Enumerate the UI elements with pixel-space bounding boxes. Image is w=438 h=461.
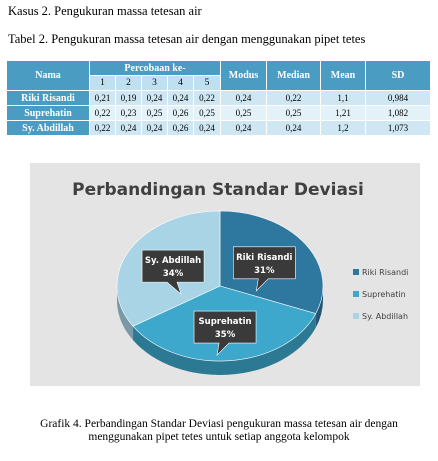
- row-name: Sy. Abdillah: [7, 121, 90, 136]
- caption-line-2: menggunakan pipet tetes untuk setiap anggota kelompok: [88, 431, 350, 443]
- figure-caption: [0, 418, 438, 444]
- mean-cell: 1,1: [321, 91, 366, 106]
- data-label-name: Riki Risandi: [236, 252, 293, 263]
- trial-number: 4: [168, 76, 194, 91]
- modus-cell: 0,24: [221, 121, 267, 136]
- legend-swatch: [353, 291, 359, 297]
- trial-cell: 0,21: [90, 91, 116, 106]
- col-header-sd: SD: [366, 61, 431, 91]
- measurement-table: [6, 60, 431, 136]
- mean-cell: 1,21: [321, 106, 366, 121]
- legend-label: Sy. Abdillah: [362, 312, 409, 321]
- col-header-median: Median: [267, 61, 321, 91]
- legend-swatch: [353, 269, 359, 275]
- trial-cell: 0,22: [90, 106, 116, 121]
- trial-cell: 0,19: [116, 91, 142, 106]
- case-heading: Kasus 2. Pengukuran massa tetesan air: [8, 4, 202, 18]
- col-header-mean: Mean: [321, 61, 366, 91]
- col-header-nama: Nama: [7, 61, 90, 91]
- sd-cell: 1,073: [366, 121, 431, 136]
- trial-cell: 0,25: [194, 106, 221, 121]
- pie-chart: [30, 163, 420, 386]
- trial-cell: 0,24: [142, 121, 168, 136]
- data-label-name: Sy. Abdillah: [144, 256, 202, 267]
- trial-number: 5: [194, 76, 221, 91]
- trial-cell: 0,23: [116, 106, 142, 121]
- table-title: Tabel 2. Pengukuran massa tetesan air dengan menggunakan pipet tetes: [8, 32, 366, 46]
- table-row: [7, 121, 431, 136]
- trial-cell: 0,26: [168, 121, 194, 136]
- trial-cell: 0,24: [194, 121, 221, 136]
- trial-number: 2: [116, 76, 142, 91]
- trial-cell: 0,26: [168, 106, 194, 121]
- data-label-value: 31%: [254, 265, 275, 276]
- legend-label: Suprehatin: [362, 290, 406, 299]
- chart-title: Perbandingan Standar Deviasi: [72, 180, 364, 200]
- data-label-name: Suprehatin: [198, 317, 252, 328]
- table-row: [7, 91, 431, 106]
- trial-cell: 0,25: [142, 106, 168, 121]
- data-label-value: 35%: [214, 330, 236, 341]
- sd-cell: 1,082: [366, 106, 431, 121]
- trial-cell: 0,24: [168, 91, 194, 106]
- mean-cell: 1,2: [321, 121, 366, 136]
- trial-cell: 0,24: [142, 91, 168, 106]
- modus-cell: 0,25: [221, 106, 267, 121]
- median-cell: 0,22: [267, 91, 321, 106]
- data-label-value: 34%: [162, 269, 184, 280]
- median-cell: 0,24: [267, 121, 321, 136]
- row-name: Suprehatin: [7, 106, 90, 121]
- modus-cell: 0,24: [221, 91, 267, 106]
- col-header-modus: Modus: [221, 61, 267, 91]
- trial-number: 1: [90, 76, 116, 91]
- col-header-percobaan: Percobaan ke-: [90, 61, 221, 76]
- median-cell: 0,25: [267, 106, 321, 121]
- caption-line-1: Grafik 4. Perbandingan Standar Deviasi pengukuran massa tetesan air dengan: [40, 418, 398, 430]
- legend-swatch: [353, 313, 359, 319]
- sd-cell: 0,984: [366, 91, 431, 106]
- trial-cell: 0,22: [194, 91, 221, 106]
- row-name: Riki Risandi: [7, 91, 90, 106]
- legend-label: Riki Risandi: [362, 268, 409, 277]
- table-row: [7, 106, 431, 121]
- trial-cell: 0,22: [90, 121, 116, 136]
- trial-number: 3: [142, 76, 168, 91]
- trial-cell: 0,24: [116, 121, 142, 136]
